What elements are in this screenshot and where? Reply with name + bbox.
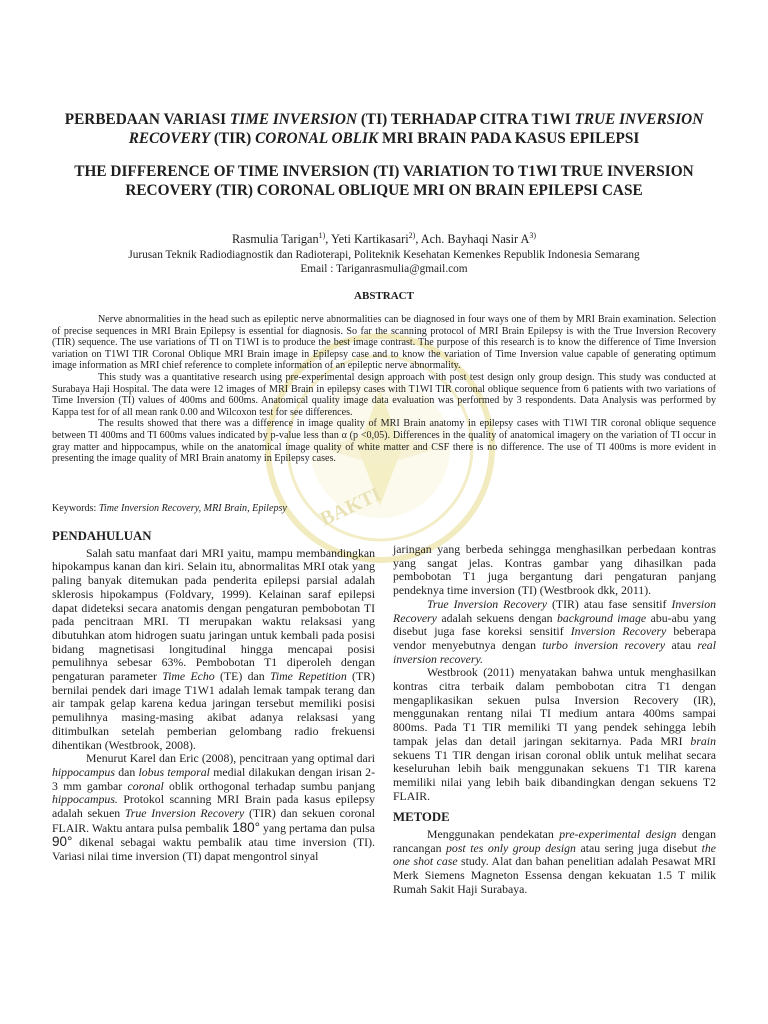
paper-title-english: THE DIFFERENCE OF TIME INVERSION (TI) VARIATION TO T1WI TRUE INVERSION RECOVERY (TIR) CORONAL OBLIQUE MRI ON BRAIN EPILEPSI CASE: [74, 163, 694, 199]
keywords-label: Keywords:: [52, 503, 99, 514]
body-paragraph: jaringan yang berbeda sehingga menghasilkan perbedaan kontras yang sangat jelas. Kontras gambar yang dihasilkan pada pembobotan T1 juga bergantung dari pengaturan panjang pendeknya time inversion (TI) (Westbrook dkk, 2011).: [393, 542, 716, 598]
watermark-text: BAKTI: [316, 483, 385, 531]
body-paragraph: Menggunakan pendekatan pre-experimental design dengan rancangan post tes only group design atau sering juga disebut the one shot case study. Alat dan bahan penelitian adalah Pesawat MRI Merk Siemens Magneton Essensa dengan kekuatan 1.5 T milik Rumah Sakit Haji Surabaya.: [393, 827, 716, 896]
keywords-value: Time Inversion Recovery, MRI Brain, Epilepsy: [98, 503, 287, 514]
section-heading-pendahuluan: PENDAHULUAN: [52, 529, 152, 543]
body-paragraph: Menurut Karel dan Eric (2008), pencitraan yang optimal dari hippocampus dan lobus temporal medial dilakukan dengan irisan 2-3 mm gambar coronal oblik orthogonal terhadap sumbu panjang hippocampus. Protokol scanning MRI Brain pada kasus epilepsy adalah sekuen True Inversion Recovery (TIR) dan sekuen coronal FLAIR. Waktu antara pulsa pembalik 180° yang pertama dan pulsa 90° dikenal sebagai waktu pembalik atau time inversion (TI). Variasi nilai time inversion (TI) dapat mengontrol sinyal: [52, 751, 375, 864]
author-email: Email : Tariganrasmulia@gmail.com: [300, 263, 468, 275]
abstract-heading: ABSTRACT: [354, 290, 414, 302]
author-list: Rasmulia Tarigan$^{1)}$, Yeti Kartikasari$^{2)}$, Ach. Bayhaqi Nasir $A^{3)}$: [231, 230, 537, 246]
body-paragraph: Westbrook (2011) menyatakan bahwa untuk menghasilkan kontras citra terbaik dalam pembobotan citra T1 dengan mengaplikasikan sekuen pulsa Inversion Recovery (IR), menggunakan rentang nilai TI medium antara 400ms sampai 800ms. Pada T1 TIR memiliki TI yang pendek sehingga lebih tampak jelas dan detail jaringan sekitarnya. Pada MRI brain sekuens T1 TIR dengan irisan coronal oblik untuk melihat secara keseluruhan lebih baik menggunakan sekuens T1 TIR karena memiliki nilai yang lebih baik dibandingkan dengan sekuens T2 FLAIR.: [393, 665, 716, 803]
abstract-paragraph: Nerve abnormalities in the head such as epileptic nerve abnormalities can be diagnosed in four ways one of them by MRI Brain examination. Selection of precise sequences in MRI Brain Epilepsy is essential for diagnosis. So far the scanning protocol of MRI Brain Epilepsy is with the True Inversion Recovery (TIR) sequence. The use variations of TI on T1WI is to produce the best image contrast. The purpose of this research is to know the difference of Time Inversion variation on T1WI TIR Coronal Oblique MRI Brain image in Epilepsy case and to know the variation of Time Inversion value capable of generating optimum image information as MRI chief reference to complete information of an epileptic nerve abnormality.: [52, 314, 716, 372]
body-paragraph: Salah satu manfaat dari MRI yaitu, mampu membandingkan hipokampus kanan dan kiri. Selain itu, abnormalitas MRI otak yang paling banyak ditemukan pada penderita epilepsi parsial adalah sklerosis hipokampus (Foldvary, 1999). Kelainan saraf epilepsi dapat dideteksi secara anatomis dengan pengaturan pembobotan TI pada pencitraan MRI. TI merupakan waktu relaksasi yang dibutuhkan atom hidrogen suatu jaringan untuk kembali pada posisi bidang magnetisasi longitudinal hingga mencapai posisi pemulihnya sebesar 63%. Pembobotan T1 diperoleh dengan pengaturan parameter Time Echo (TE) dan Time Repetition (TR) bernilai pendek dari image T1W1 adalah lemak tampak terang dan air tampak gelap karena kedua jaringan tersebut memiliki posisi pemulihnya masing-masing akibat adanya relaksasi yang ditimbulkan setelah pemberian gelombang radio frekuensi dihentikan (Westbrook, 2008).: [52, 545, 375, 752]
right-column: [393, 543, 716, 897]
body-paragraph: True Inversion Recovery (TIR) atau fase sensitif Inversion Recovery adalah sekuens dengan background image abu-abu yang disebut juga fase koreksi sensitif Inversion Recovery beberapa vendor menyebutnya dengan turbo inversion recovery atau real inversion recovery.: [393, 596, 717, 666]
section-heading-metode: METODE: [393, 810, 450, 825]
affiliation-text: Jurusan Teknik Radiodiagnostik dan Radioterapi, Politeknik Kesehatan Kemenkes Republik Indonesia Semarang: [128, 249, 640, 261]
author-affiliation: [40, 248, 728, 276]
abstract-paragraph: This study was a quantitative research using pre-experimental design approach with post test design only group design. This study was conducted at Surabaya Haji Hospital. The data were 12 images of MRI Brain in epilepsy cases with T1WI TIR coronal oblique sequence from 6 patients with two variations of Time Inversion (TI) values of 400ms and 600ms. Anatomical quality image data evaluation was performed by 3 respondents. Data Analysis was performed by Kappa test for of all mean rank 0.00 and Wilcoxon test for see differences.: [52, 371, 716, 418]
left-column: [52, 530, 375, 864]
paper-title-indonesian: PERBEDAAN VARIASI TIME INVERSION (TI) TERHADAP CITRA T1WI TRUE INVERSION RECOVERY (TIR) CORONAL OBLIK MRI BRAIN PADA KASUS EPILEPSI: [64, 111, 704, 147]
keywords-line: [52, 503, 716, 515]
abstract-body: [52, 314, 716, 465]
abstract-paragraph: The results showed that there was a difference in image quality of MRI Brain anatomy in epilepsy cases with T1WI TIR coronal oblique sequence between TI 400ms and TI 600ms values indicated by p-value less than α (p <0,05). Differences in the quality of anatomical imagery on the variation of TI occur in gray matter and hippocampus, while on the anatomical image quality of white matter and CSF there is no difference. The use of TI 400ms is more evident in presenting the image quality of MRI Brain anatomy in Epilepsy cases.: [52, 418, 716, 465]
